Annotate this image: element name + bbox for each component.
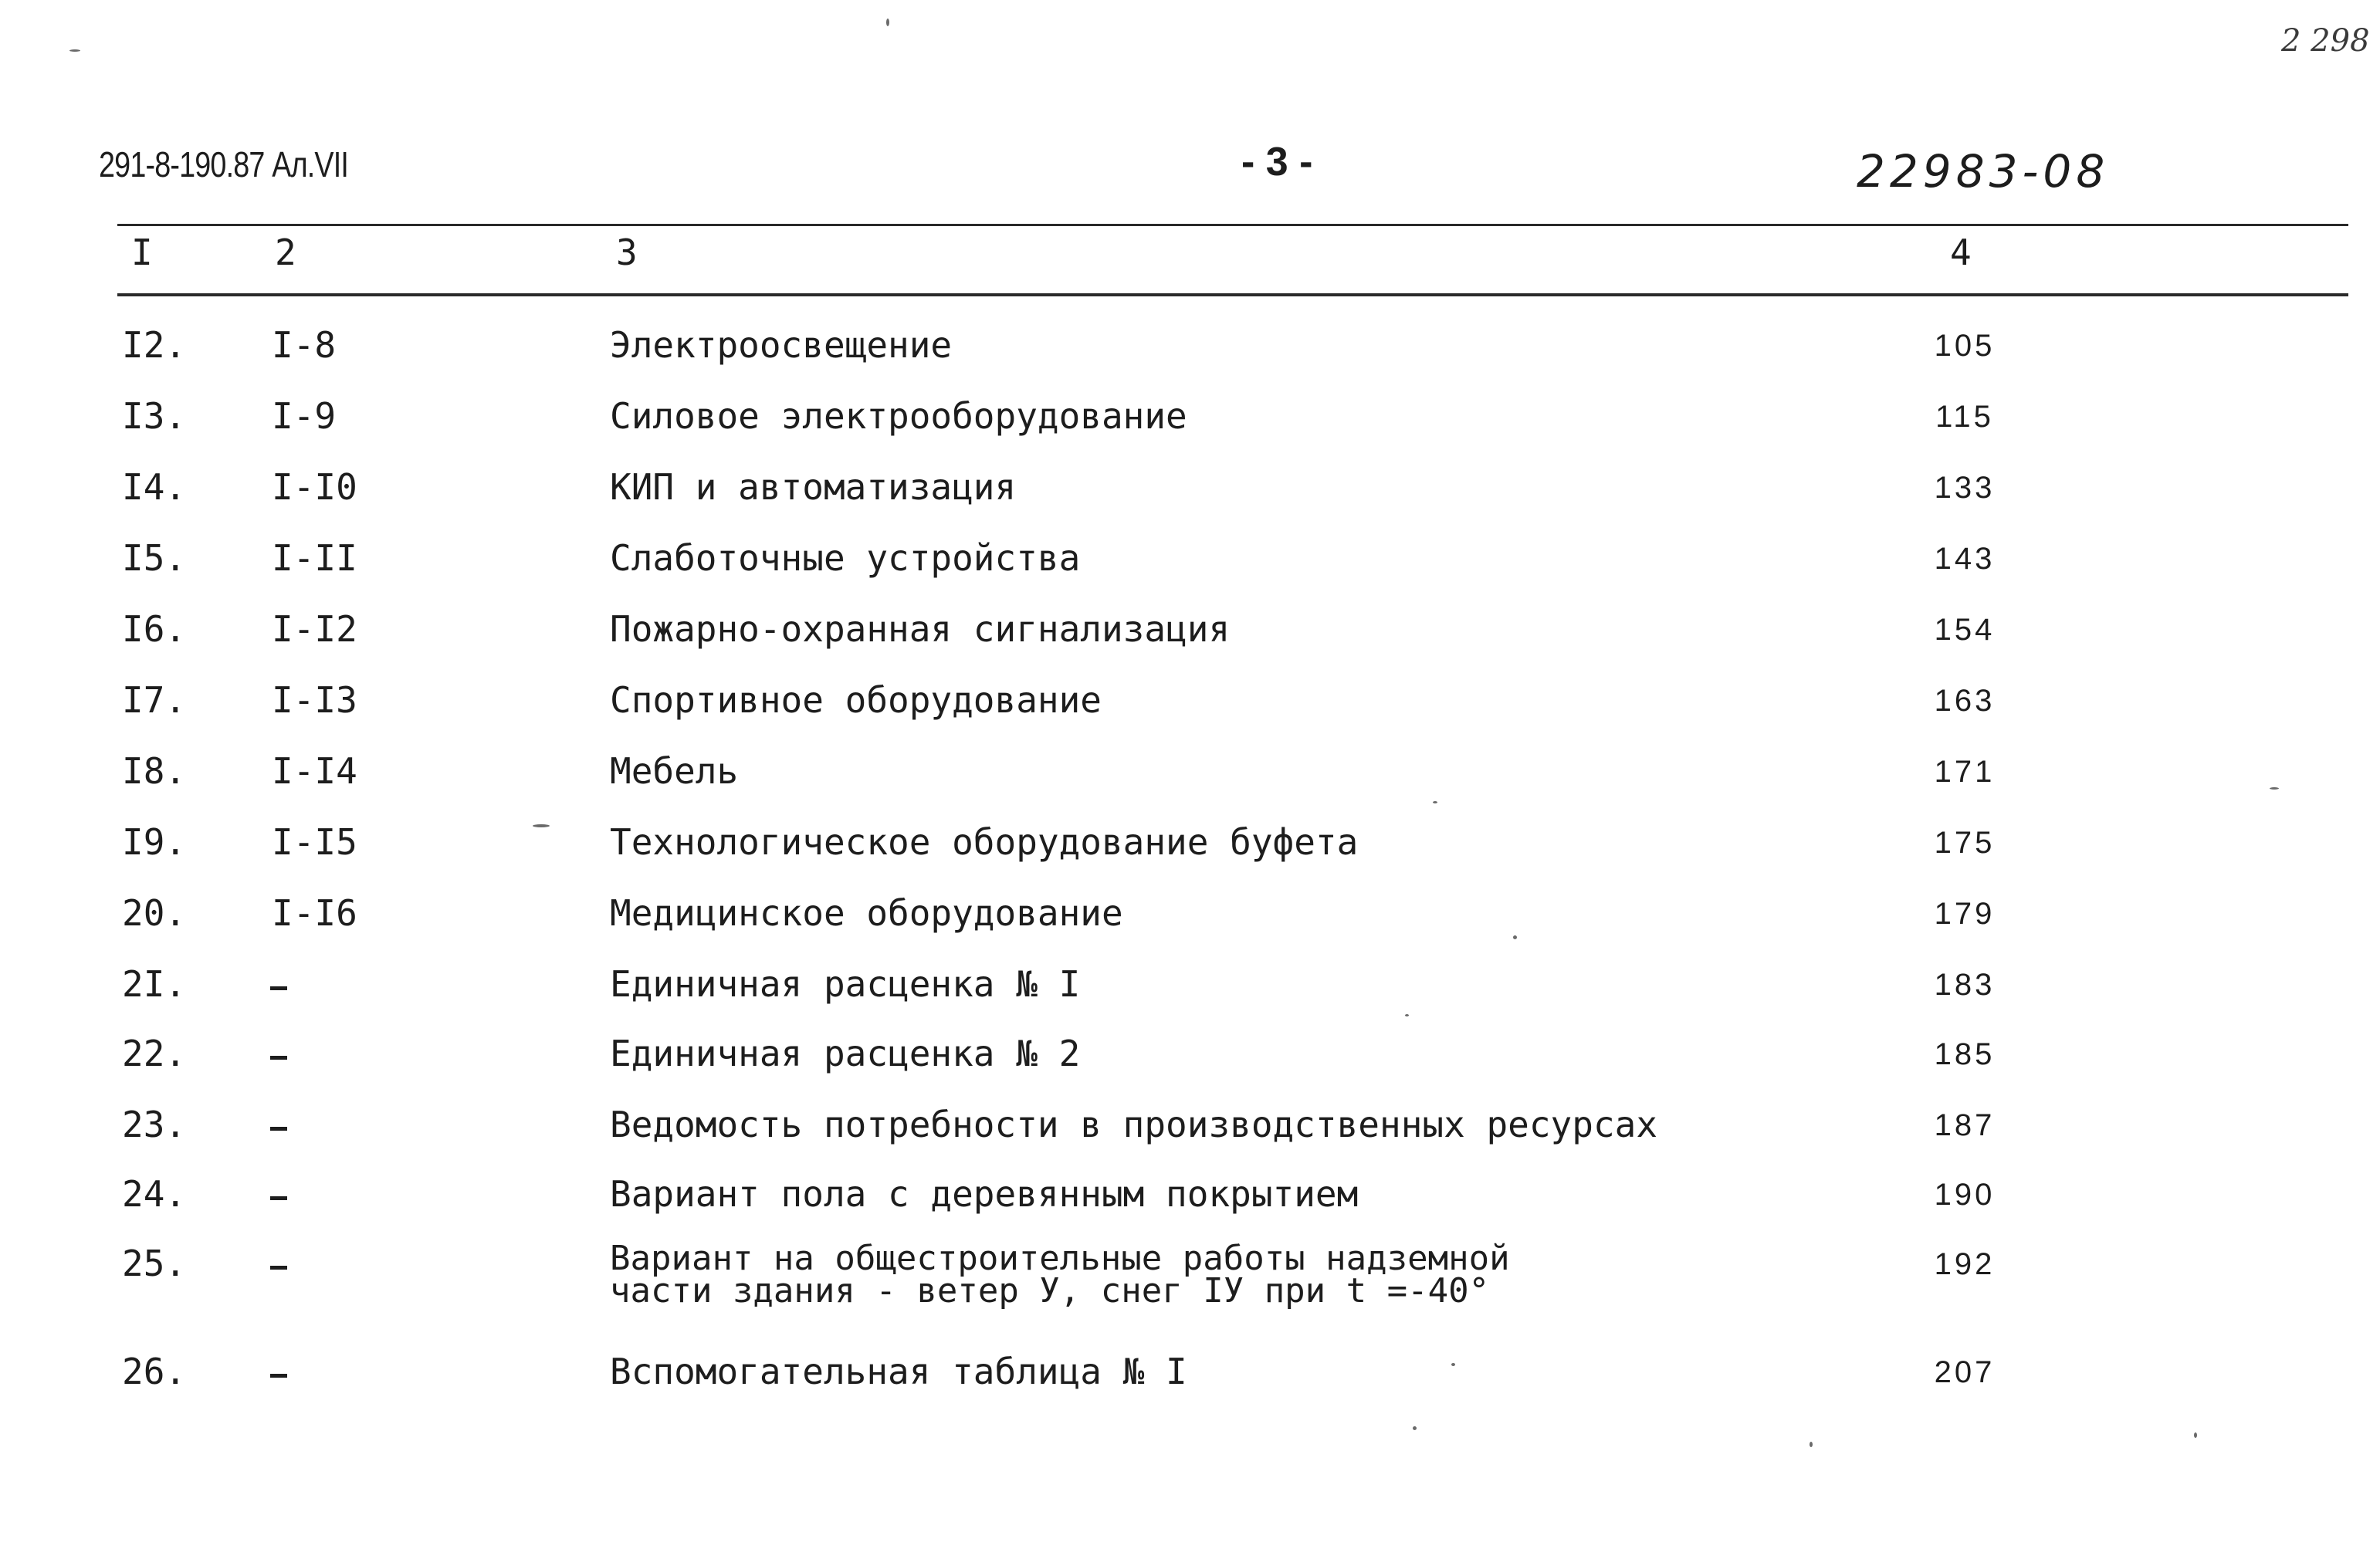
row-reference: I-8 xyxy=(272,324,337,366)
row-reference: I-II xyxy=(272,537,357,579)
row-number: I2. xyxy=(122,324,187,366)
row-reference: I-I3 xyxy=(272,679,357,721)
row-page: 190 xyxy=(1934,1178,1996,1212)
scan-speck xyxy=(886,19,889,26)
row-page: 115 xyxy=(1935,400,1994,434)
row-title: Электроосвещение xyxy=(610,324,953,366)
row-reference: I-I6 xyxy=(272,892,357,934)
table-row xyxy=(0,1351,2380,1420)
row-page: 171 xyxy=(1934,755,1996,789)
row-number: I9. xyxy=(122,821,187,863)
row-reference-dash xyxy=(270,1173,289,1215)
row-reference: I-I2 xyxy=(272,608,357,650)
scan-speck xyxy=(69,49,80,52)
row-page: 163 xyxy=(1934,684,1996,718)
row-title: Единичная расценка № 2 xyxy=(610,1033,1081,1074)
table-row xyxy=(0,608,2380,678)
row-page: 175 xyxy=(1934,826,1996,860)
row-number: 22. xyxy=(122,1033,187,1074)
table-row xyxy=(0,1104,2380,1173)
table-row xyxy=(0,892,2380,962)
row-number: 26. xyxy=(122,1351,187,1392)
row-number: I6. xyxy=(122,608,187,650)
row-page: 187 xyxy=(1934,1108,1996,1142)
page-number: - 3 - xyxy=(1241,140,1313,184)
row-page: 192 xyxy=(1934,1247,1996,1281)
row-page: 207 xyxy=(1934,1355,1996,1389)
table-header-rule xyxy=(117,293,2348,296)
row-title: Технологическое оборудование буфета xyxy=(610,821,1359,863)
row-number: I8. xyxy=(122,750,187,792)
table-row xyxy=(0,821,2380,891)
scan-speck xyxy=(1810,1442,1813,1447)
row-title: Единичная расценка № I xyxy=(610,963,1081,1005)
row-page: 185 xyxy=(1934,1037,1996,1071)
column-header-4: 4 xyxy=(1950,232,1972,273)
row-title: Вариант пола с деревянным покрытием xyxy=(610,1173,1359,1215)
row-number: I3. xyxy=(122,395,187,437)
row-page: 143 xyxy=(1934,542,1996,576)
row-title: Вспомогательная таблица № I xyxy=(610,1351,1187,1392)
row-page: 133 xyxy=(1934,471,1996,505)
table-row xyxy=(0,324,2380,394)
row-reference-dash xyxy=(270,1104,289,1145)
row-reference: I-I0 xyxy=(272,466,357,508)
row-title: Пожарно-охранная сигнализация xyxy=(610,608,1231,650)
scan-speck xyxy=(1413,1426,1417,1430)
row-title: КИП и автоматизация xyxy=(610,466,1017,508)
doc-number: 22983-08 xyxy=(1857,145,2110,198)
column-header-1: I xyxy=(131,232,153,273)
row-number: 24. xyxy=(122,1173,187,1215)
row-title-line2: части здания - ветер У, снег IУ при t =-40° xyxy=(610,1271,1490,1311)
row-reference-dash xyxy=(270,1033,289,1074)
scan-speck xyxy=(1451,1363,1455,1366)
row-reference-dash xyxy=(270,1243,289,1284)
table-row xyxy=(0,1173,2380,1243)
corner-mark: 2 298 xyxy=(2281,23,2370,59)
row-page: 179 xyxy=(1934,897,1996,931)
row-title: Слаботочные устройства xyxy=(610,537,1081,579)
table-row xyxy=(0,395,2380,465)
row-reference-dash xyxy=(270,1351,289,1392)
table-row xyxy=(0,466,2380,536)
row-number: 2I. xyxy=(122,963,187,1005)
table-top-rule xyxy=(117,224,2348,226)
table-row xyxy=(0,679,2380,749)
scan-speck xyxy=(533,824,550,827)
row-reference: I-I4 xyxy=(272,750,357,792)
scan-speck xyxy=(2194,1432,2197,1438)
row-page: 105 xyxy=(1934,329,1996,363)
scan-speck xyxy=(1433,801,1437,803)
column-header-2: 2 xyxy=(275,232,296,273)
column-header-3: 3 xyxy=(616,232,638,273)
table-row xyxy=(0,1239,2380,1343)
table-row xyxy=(0,1033,2380,1102)
row-number: 23. xyxy=(122,1104,187,1145)
scan-speck xyxy=(2270,787,2279,790)
table-row xyxy=(0,963,2380,1033)
row-number: I4. xyxy=(122,466,187,508)
row-number: I5. xyxy=(122,537,187,579)
doc-code: 291-8-190.87 Ал.VII xyxy=(99,144,349,184)
row-reference-dash xyxy=(270,963,289,1005)
row-page: 154 xyxy=(1934,613,1996,647)
scan-speck xyxy=(1405,1014,1409,1016)
scan-speck xyxy=(1513,935,1517,939)
row-reference: I-9 xyxy=(272,395,337,437)
row-number: 20. xyxy=(122,892,187,934)
row-title: Силовое электрооборудование xyxy=(610,395,1187,437)
row-number: I7. xyxy=(122,679,187,721)
row-number: 25. xyxy=(122,1243,187,1284)
table-row xyxy=(0,750,2380,820)
row-title: Медицинское оборудование xyxy=(610,892,1123,934)
row-title: Вариант на общестроительные работы надземной xyxy=(610,1239,1510,1278)
row-title: Ведомость потребности в производственных ресурсах xyxy=(610,1104,1658,1145)
row-page: 183 xyxy=(1934,968,1996,1002)
row-title: Спортивное оборудование xyxy=(610,679,1102,721)
row-title: Мебель xyxy=(610,750,739,792)
row-reference: I-I5 xyxy=(272,821,357,863)
table-row xyxy=(0,537,2380,607)
row-title-multiline xyxy=(610,1239,1510,1311)
